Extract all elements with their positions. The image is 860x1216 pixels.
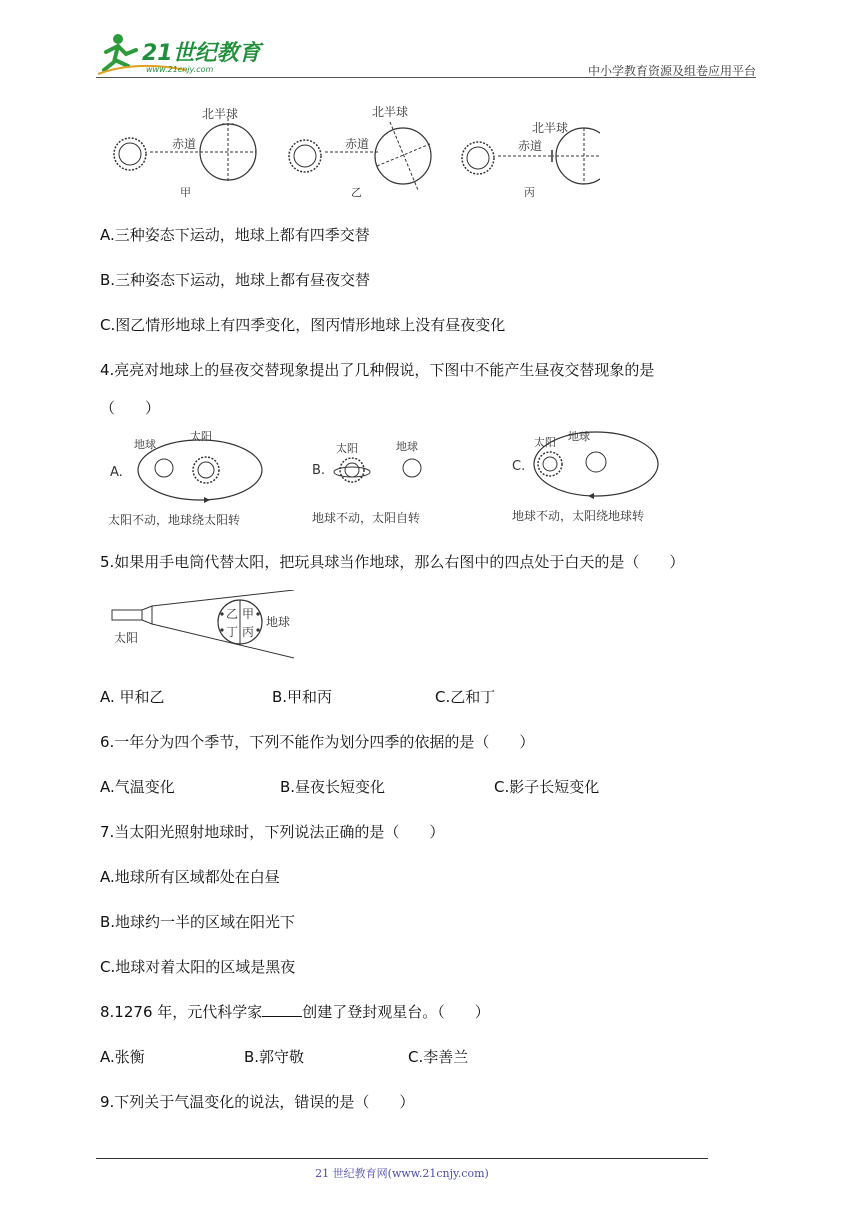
q8-stem [100,1001,490,1022]
sun-icon [193,457,219,483]
label-sun: 太阳 [336,442,358,455]
label-earth: 地球 [266,615,291,629]
caption-c: 地球不动，太阳绕地球转 [512,509,645,523]
hypothesis-panel-a [108,429,262,527]
q5-option-b: B.甲和丙 [272,688,333,706]
q7-option-a: A.地球所有区域都处在白昼 [100,868,280,886]
q7-option-b: B.地球约一半的区域在阳光下 [100,913,296,931]
figure-panel-jia [114,106,256,199]
q8-stem-before: 8.1276 年，元代科学家 [100,1003,263,1021]
point-bing: 丙 [242,625,255,639]
point-yi: 乙 [226,607,239,621]
label-north: 北半球 [532,121,569,135]
caption-a: 太阳不动，地球绕太阳转 [108,513,241,527]
q8-option-a: A.张衡 [100,1048,145,1066]
footer-divider [96,1158,708,1159]
sun-icon [114,138,146,170]
q7-stem: 7.当太阳光照射地球时，下列说法正确的是（ ） [100,823,445,841]
figure-panel-bing [462,120,600,199]
logo-url: www.21cnjy.com [146,65,214,74]
q6-stem: 6.一年分为四个季节，下列不能作为划分四季的依据的是（ ） [100,733,535,751]
label-sun: 太阳 [534,436,556,449]
q6-option-b: B.昼夜长短变化 [280,778,386,796]
panel-letter-c: C. [512,459,526,474]
point-ding: 丁 [226,625,239,639]
caption-b: 地球不动，太阳自转 [312,511,421,525]
q4-stem-paren: （ ） [100,399,161,417]
figure-day-night-hypotheses [106,424,686,530]
q3-option-c: C.图乙情形地球上有四季变化，图丙情形地球上没有昼夜变化 [100,316,506,334]
panel-letter-a: A. [110,465,123,480]
caption-yi: 乙 [351,186,362,199]
footer-text: 21 世纪教育网(www.21cnjy.com) [315,1167,489,1180]
q3-option-a: A.三种姿态下运动，地球上都有四季交替 [100,226,370,244]
caption-jia: 甲 [180,186,191,199]
site-logo [96,30,266,76]
label-earth: 地球 [396,440,418,453]
q7-option-c: C.地球对着太阳的区域是黑夜 [100,958,296,976]
q4-stem: 4.亮亮对地球上的昼夜交替现象提出了几种假说，下图中不能产生昼夜交替现象的是 [100,361,655,379]
label-north: 北半球 [372,105,409,119]
label-earth: 地球 [568,430,590,443]
caption-bing: 丙 [524,186,535,199]
header-platform-text: 中小学教育资源及组卷应用平台 [587,64,756,78]
q5-option-a: A. 甲和乙 [100,688,165,706]
q5-option-c: C.乙和丁 [435,688,496,706]
label-north: 北半球 [202,107,239,121]
q8-option-b: B.郭守敬 [244,1048,305,1066]
sun-icon [538,452,562,476]
sun-icon [462,142,494,174]
q9-stem: 9.下列关于气温变化的说法，错误的是（ ） [100,1093,415,1111]
panel-letter-b: B. [312,463,326,478]
figure-flashlight-earth [110,590,300,662]
q3-option-b: B.三种姿态下运动，地球上都有昼夜交替 [100,271,371,289]
figure-earth-tilt [100,104,600,204]
label-equator: 赤道 [518,139,543,153]
q8-option-c: C.李善兰 [408,1048,469,1066]
label-equator: 赤道 [172,137,197,151]
point-jia: 甲 [242,607,255,621]
sun-icon [289,140,321,172]
label-sun: 太阳 [114,631,139,645]
header-divider [96,77,756,78]
q8-blank [262,1002,302,1017]
label-earth: 地球 [134,438,156,451]
q6-option-c: C.影子长短变化 [494,778,600,796]
q8-stem-after: 创建了登封观星台。（ ） [302,1003,490,1021]
sun-icon [334,458,370,482]
flashlight-icon [112,606,152,624]
logo-text: 21世纪教育 [142,41,261,66]
hypothesis-panel-c [512,429,658,523]
label-sun: 太阳 [190,430,212,443]
hypothesis-panel-b [312,439,421,525]
page-header [96,30,756,78]
q6-option-a: A.气温变化 [100,778,175,796]
figure-panel-yi [289,104,431,199]
label-equator: 赤道 [345,137,370,151]
q5-stem: 5.如果用手电筒代替太阳，把玩具球当作地球，那么右图中的四点处于白天的是（ ） [100,553,685,571]
